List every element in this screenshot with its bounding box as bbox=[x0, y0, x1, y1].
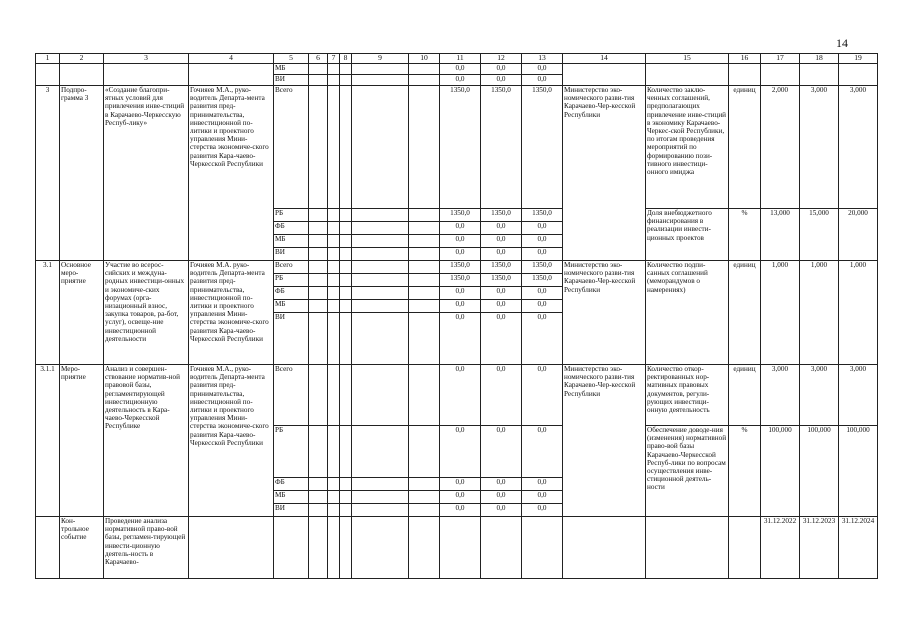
value-cell: 1350,0 bbox=[522, 274, 563, 287]
target-cell: 3,000 bbox=[800, 365, 839, 426]
row-name: Участие во всерос-сийских и междуна-родных инвестици-онных и экономиче-ских форумах (орга-низационный взнос, закупка товаров, ра-бот, услуг), освеще-ние инвестиционной деятельности bbox=[104, 261, 189, 365]
unit-cell: единиц bbox=[729, 261, 761, 365]
row-name: «Создание благопри-ятных условий для привлечения инве-стиций в Карачаево-Черкесскую Респуб-лику» bbox=[104, 86, 189, 261]
responsible-cell: Гочияев М.А. руко-водитель Департа-мента развития пред-принимательства, инвестиционной по-литики и проектного управления Мини-стерства экономиче-ского развития Кара-чаево-Черкесской Республики bbox=[189, 261, 274, 365]
target-cell: 3,000 bbox=[800, 86, 839, 209]
value-cell: 0,0 bbox=[522, 287, 563, 300]
indicator-cell: Обеспечение доводе-ния (изменения) нормативной право-вой базы Карачаево-Черкесской Респуб-лики по вопросам осуществления инве-стиционной деятель-ности bbox=[646, 426, 729, 517]
ministry-cell: Министерство эко-номического разви-тия Карачаево-Чер-кесской Республики bbox=[563, 365, 646, 517]
col-header: 11 bbox=[440, 54, 481, 64]
source-cell: ВИ bbox=[274, 504, 309, 517]
ministry-cell: Министерство эко-номического разви-тия Карачаево-Чер-кесской Республики bbox=[563, 86, 646, 261]
value-cell: 0,0 bbox=[481, 313, 522, 365]
table-row bbox=[36, 365, 878, 426]
source-cell: Всего bbox=[274, 261, 309, 274]
value-cell: 1350,0 bbox=[481, 209, 522, 222]
row-kind: Кон-трольное событие bbox=[60, 517, 104, 579]
value-cell: 0,0 bbox=[522, 222, 563, 235]
row-number: 3.1.1 bbox=[36, 365, 60, 517]
row-number: 3.1 bbox=[36, 261, 60, 365]
value-cell: 0,0 bbox=[440, 504, 481, 517]
unit-cell: единиц bbox=[729, 86, 761, 209]
value-cell: 0,0 bbox=[522, 300, 563, 313]
col-header: 4 bbox=[189, 54, 274, 64]
date-cell: 31.12.2022 bbox=[761, 517, 800, 579]
unit-cell: % bbox=[729, 426, 761, 517]
value-cell: 1350,0 bbox=[522, 209, 563, 222]
value-cell: 0,0 bbox=[481, 222, 522, 235]
responsible-cell: Гочияев М.А., руко-водитель Департа-мента развития пред-принимательства, инвестиционной по-литики и проектного управления Мини-стерства экономиче-ского развития Кара-чаево-Черкесской Республики bbox=[189, 365, 274, 517]
col-header: 15 bbox=[646, 54, 729, 64]
source-cell: РБ bbox=[274, 209, 309, 222]
value-cell: 0,0 bbox=[481, 300, 522, 313]
value-cell: 0,0 bbox=[440, 235, 481, 248]
source-cell: ФБ bbox=[274, 222, 309, 235]
col-header: 2 bbox=[60, 54, 104, 64]
value-cell: 0,0 bbox=[522, 313, 563, 365]
row-kind: Подпро-грамма 3 bbox=[60, 86, 104, 261]
value-cell: 0,0 bbox=[522, 491, 563, 504]
table-row bbox=[36, 261, 878, 274]
value-cell: 0,0 bbox=[440, 287, 481, 300]
value-cell: 0,0 bbox=[522, 75, 563, 86]
indicator-cell: Количество заклю-ченных соглашений, предполагающих привлечение инве-стиций в экономику Карачаево-Черкес-ской Республики, по итогам проведения мероприятий по формированию пози-тивного инвестици-онного имиджа bbox=[646, 86, 729, 209]
target-cell: 3,000 bbox=[839, 86, 878, 209]
value-cell: 0,0 bbox=[522, 426, 563, 478]
program-table bbox=[35, 53, 878, 579]
value-cell: 1350,0 bbox=[522, 261, 563, 274]
value-cell: 0,0 bbox=[481, 75, 522, 86]
value-cell: 0,0 bbox=[522, 248, 563, 261]
value-cell: 0,0 bbox=[522, 478, 563, 491]
source-cell: Всего bbox=[274, 86, 309, 209]
value-cell: 1350,0 bbox=[481, 274, 522, 287]
page-number: 14 bbox=[836, 36, 848, 50]
table-row bbox=[36, 517, 878, 579]
value-cell: 0,0 bbox=[481, 365, 522, 426]
value-cell: 0,0 bbox=[440, 222, 481, 235]
col-header: 12 bbox=[481, 54, 522, 64]
row-name: Проведение анализа нормативной право-вой базы, регламен-тирующей инвести-ционную деятель-ность в Карачаево- bbox=[104, 517, 189, 579]
value-cell: 1350,0 bbox=[440, 261, 481, 274]
indicator-cell: Количество откор-ректированных нор-мативных правовых документов, регули-рующих инвестици-онную деятельность bbox=[646, 365, 729, 426]
value-cell: 1350,0 bbox=[440, 86, 481, 209]
col-header: 19 bbox=[839, 54, 878, 64]
source-cell: ВИ bbox=[274, 313, 309, 365]
unit-cell: % bbox=[729, 209, 761, 261]
table-row bbox=[36, 64, 878, 75]
col-header: 3 bbox=[104, 54, 189, 64]
value-cell: 1350,0 bbox=[481, 261, 522, 274]
value-cell: 0,0 bbox=[481, 504, 522, 517]
value-cell: 0,0 bbox=[481, 287, 522, 300]
value-cell: 0,0 bbox=[440, 75, 481, 86]
value-cell: 1350,0 bbox=[440, 209, 481, 222]
value-cell: 1350,0 bbox=[522, 86, 563, 209]
value-cell: 0,0 bbox=[481, 235, 522, 248]
value-cell: 0,0 bbox=[440, 300, 481, 313]
value-cell: 1350,0 bbox=[440, 274, 481, 287]
col-header: 9 bbox=[352, 54, 409, 64]
responsible-cell: Гочияев М.А., руко-водитель Департа-мента развития пред-принимательства, инвестиционной по-литики и проектного управления Мини-стерства экономиче-ского развития Кара-чаево-Черкесской Республики bbox=[189, 86, 274, 261]
value-cell: 0,0 bbox=[481, 491, 522, 504]
col-header: 17 bbox=[761, 54, 800, 64]
source-cell: ВИ bbox=[274, 248, 309, 261]
target-cell: 1,000 bbox=[761, 261, 800, 365]
ministry-cell: Министерство эко-номического разви-тия Карачаево-Чер-кесской Республики bbox=[563, 261, 646, 365]
target-cell: 13,000 bbox=[761, 209, 800, 261]
source-cell: ФБ bbox=[274, 478, 309, 491]
col-header: 1 bbox=[36, 54, 60, 64]
target-cell: 100,000 bbox=[761, 426, 800, 517]
indicator-cell: Количество подпи-санных соглашений (меморандумов о намерениях) bbox=[646, 261, 729, 365]
source-cell: РБ bbox=[274, 274, 309, 287]
col-header: 6 bbox=[309, 54, 328, 64]
target-cell: 100,000 bbox=[800, 426, 839, 517]
col-header: 7 bbox=[328, 54, 340, 64]
value-cell: 0,0 bbox=[440, 64, 481, 75]
date-cell: 31.12.2023 bbox=[800, 517, 839, 579]
target-cell: 1,000 bbox=[800, 261, 839, 365]
row-number: 3 bbox=[36, 86, 60, 261]
target-cell: 3,000 bbox=[761, 365, 800, 426]
row-kind: Меро-приятие bbox=[60, 365, 104, 517]
col-header: 14 bbox=[563, 54, 646, 64]
source-cell: Всего bbox=[274, 365, 309, 426]
date-cell: 31.12.2024 bbox=[839, 517, 878, 579]
value-cell: 0,0 bbox=[522, 365, 563, 426]
value-cell: 0,0 bbox=[481, 426, 522, 478]
target-cell: 20,000 bbox=[839, 209, 878, 261]
target-cell: 2,000 bbox=[761, 86, 800, 209]
col-header: 18 bbox=[800, 54, 839, 64]
unit-cell: единиц bbox=[729, 365, 761, 426]
source-cell: МБ bbox=[274, 235, 309, 248]
col-header: 16 bbox=[729, 54, 761, 64]
source-cell: ФБ bbox=[274, 287, 309, 300]
col-header: 10 bbox=[409, 54, 440, 64]
target-cell: 100,000 bbox=[839, 426, 878, 517]
value-cell: 0,0 bbox=[440, 365, 481, 426]
value-cell: 0,0 bbox=[522, 235, 563, 248]
table-row bbox=[36, 86, 878, 209]
column-header-row bbox=[36, 54, 878, 64]
value-cell: 0,0 bbox=[440, 426, 481, 478]
target-cell: 15,000 bbox=[800, 209, 839, 261]
value-cell: 0,0 bbox=[522, 504, 563, 517]
col-header: 5 bbox=[274, 54, 309, 64]
value-cell: 0,0 bbox=[481, 64, 522, 75]
value-cell: 0,0 bbox=[481, 478, 522, 491]
value-cell: 0,0 bbox=[440, 478, 481, 491]
col-header: 8 bbox=[340, 54, 352, 64]
indicator-cell: Доля внебюджетного финансирования в реализации инвести-ционных проектов bbox=[646, 209, 729, 261]
value-cell: 0,0 bbox=[440, 313, 481, 365]
target-cell: 3,000 bbox=[839, 365, 878, 426]
source-cell: ВИ bbox=[274, 75, 309, 86]
source-cell: МБ bbox=[274, 64, 309, 75]
source-cell: МБ bbox=[274, 491, 309, 504]
value-cell: 0,0 bbox=[522, 64, 563, 75]
source-cell: МБ bbox=[274, 300, 309, 313]
row-name: Анализ и совершен-ствование норматив-ной правовой базы, регламентирующей инвестиционную деятельность в Кара-чаево-Черкесской Республике bbox=[104, 365, 189, 517]
value-cell: 0,0 bbox=[481, 248, 522, 261]
value-cell: 1350,0 bbox=[481, 86, 522, 209]
value-cell: 0,0 bbox=[440, 248, 481, 261]
source-cell: РБ bbox=[274, 426, 309, 478]
target-cell: 1,000 bbox=[839, 261, 878, 365]
col-header: 13 bbox=[522, 54, 563, 64]
value-cell: 0,0 bbox=[440, 491, 481, 504]
row-kind: Основное меро-приятие bbox=[60, 261, 104, 365]
